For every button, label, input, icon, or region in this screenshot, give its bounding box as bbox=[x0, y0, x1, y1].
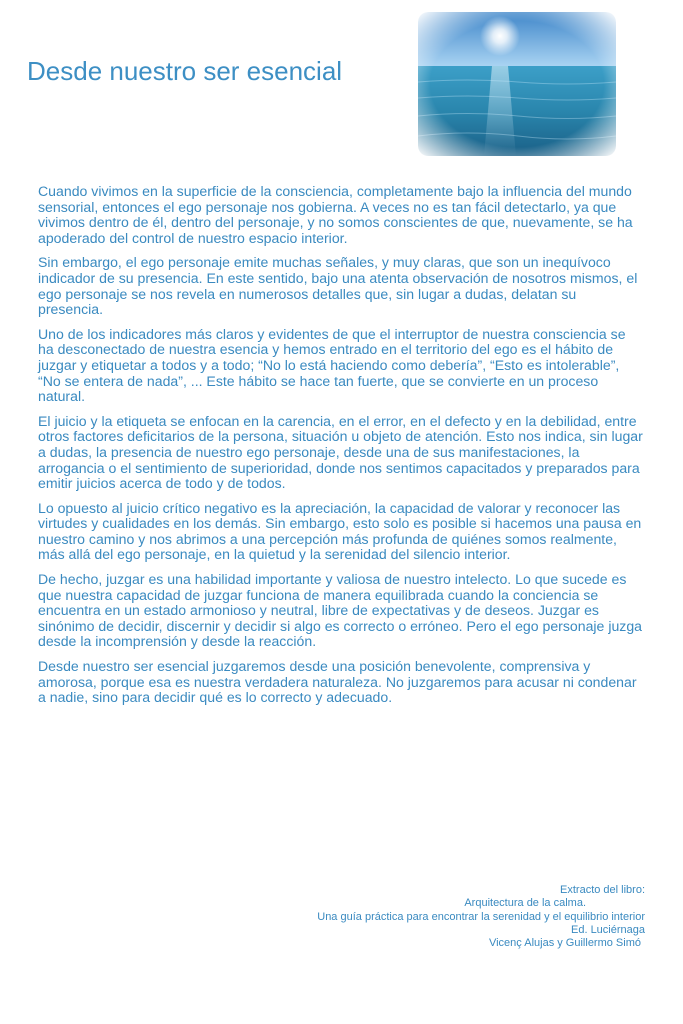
book-subtitle: Una guía práctica para encontrar la serenidad y el equilibrio interior bbox=[317, 910, 645, 923]
paragraph: De hecho, juzgar es una habilidad importante y valiosa de nuestro intelecto. Lo que sucede es que nuestra capacidad de juzgar funciona de manera equilibrada cuando la conciencia se encuentra en un estado armonioso y neutral, libre de expectativas y de deseos. Juzgar es sinónimo de decidir, discernir y decidir si algo es correcto o erróneo. Pero el ego personaje juzga desde la incomprensión y desde la reacción. bbox=[38, 571, 643, 650]
paragraph: Lo opuesto al juicio crítico negativo es la apreciación, la capacidad de valorar y reconocer las virtudes y cualidades en los demás. Sin embargo, esto solo es posible si hacemos una pausa en nuestro camino y nos abrimos a una percepción más profunda de quiénes somos realmente, más allá del ego personaje, en la quietud y la serenidad del silencio interior. bbox=[38, 499, 642, 563]
article-body bbox=[38, 184, 643, 715]
page-title: Desde nuestro ser esencial bbox=[27, 56, 343, 86]
paragraph: Sin embargo, el ego personaje emite muchas señales, y muy claras, que son un inequívoco indicador de su presencia. En este sentido, bajo una atenta observación de nosotros mismos, el ego personaje se nos revela en numerosos detalles que, sin lugar a dudas, delatan su presencia. bbox=[38, 254, 638, 318]
authors: Vicenç Alujas y Guillermo Simó bbox=[488, 937, 641, 950]
paragraph: Cuando vivimos en la superficie de la consciencia, completamente bajo la influencia del mundo sensorial, entonces el ego personaje nos gobierna. A veces no es tan fácil detectarlo, ya que vivimos dentro de él, dentro del personaje, y no somos conscientes de que, nuevamente, se ha apoderado del control de nuestro espacio interior. bbox=[38, 183, 633, 246]
sea-horizon-image bbox=[418, 12, 616, 156]
paragraph: Uno de los indicadores más claros y evidentes de que el interruptor de nuestra consciencia se ha desconectado de nuestra esencia y hemos entrado en el territorio del ego es el hábito de juzgar y etiquetar a todos y a todo; “No lo está haciendo como debería”, “Esto es intolerable”, “No se entera de nada”, ... Este hábito se hace tan fuerte, que se convierte en un proceso natural. bbox=[38, 325, 626, 405]
paragraph: El juicio y la etiqueta se enfocan en la carencia, en el error, en el defecto y en la debilidad, entre otros factores deficitarios de la persona, situación u objeto de atención. Esto nos indica, sin lugar a dudas, la presencia de nuestro ego personaje, desde una de sus manifestaciones, la arrogancia o el sentimiento de superioridad, donde nos sentimos capacitados y preparados para emitir juicios acerca de todo y de todos. bbox=[38, 412, 643, 492]
source-citation bbox=[215, 884, 645, 950]
sea-horizon-sun-image bbox=[418, 12, 616, 156]
paragraph: Desde nuestro ser esencial juzgaremos desde una posición benevolente, comprensiva y amorosa, porque esa es nuestra verdadera naturaleza. No juzgaremos para acusar ni condenar a nadie, sino para decidir qué es lo correcto y adecuado. bbox=[38, 658, 637, 706]
publisher: Ed. Luciérnaga bbox=[571, 923, 645, 936]
book-title: Arquitectura de la calma. bbox=[464, 897, 586, 910]
source-intro: Extracto del libro: bbox=[560, 884, 645, 896]
